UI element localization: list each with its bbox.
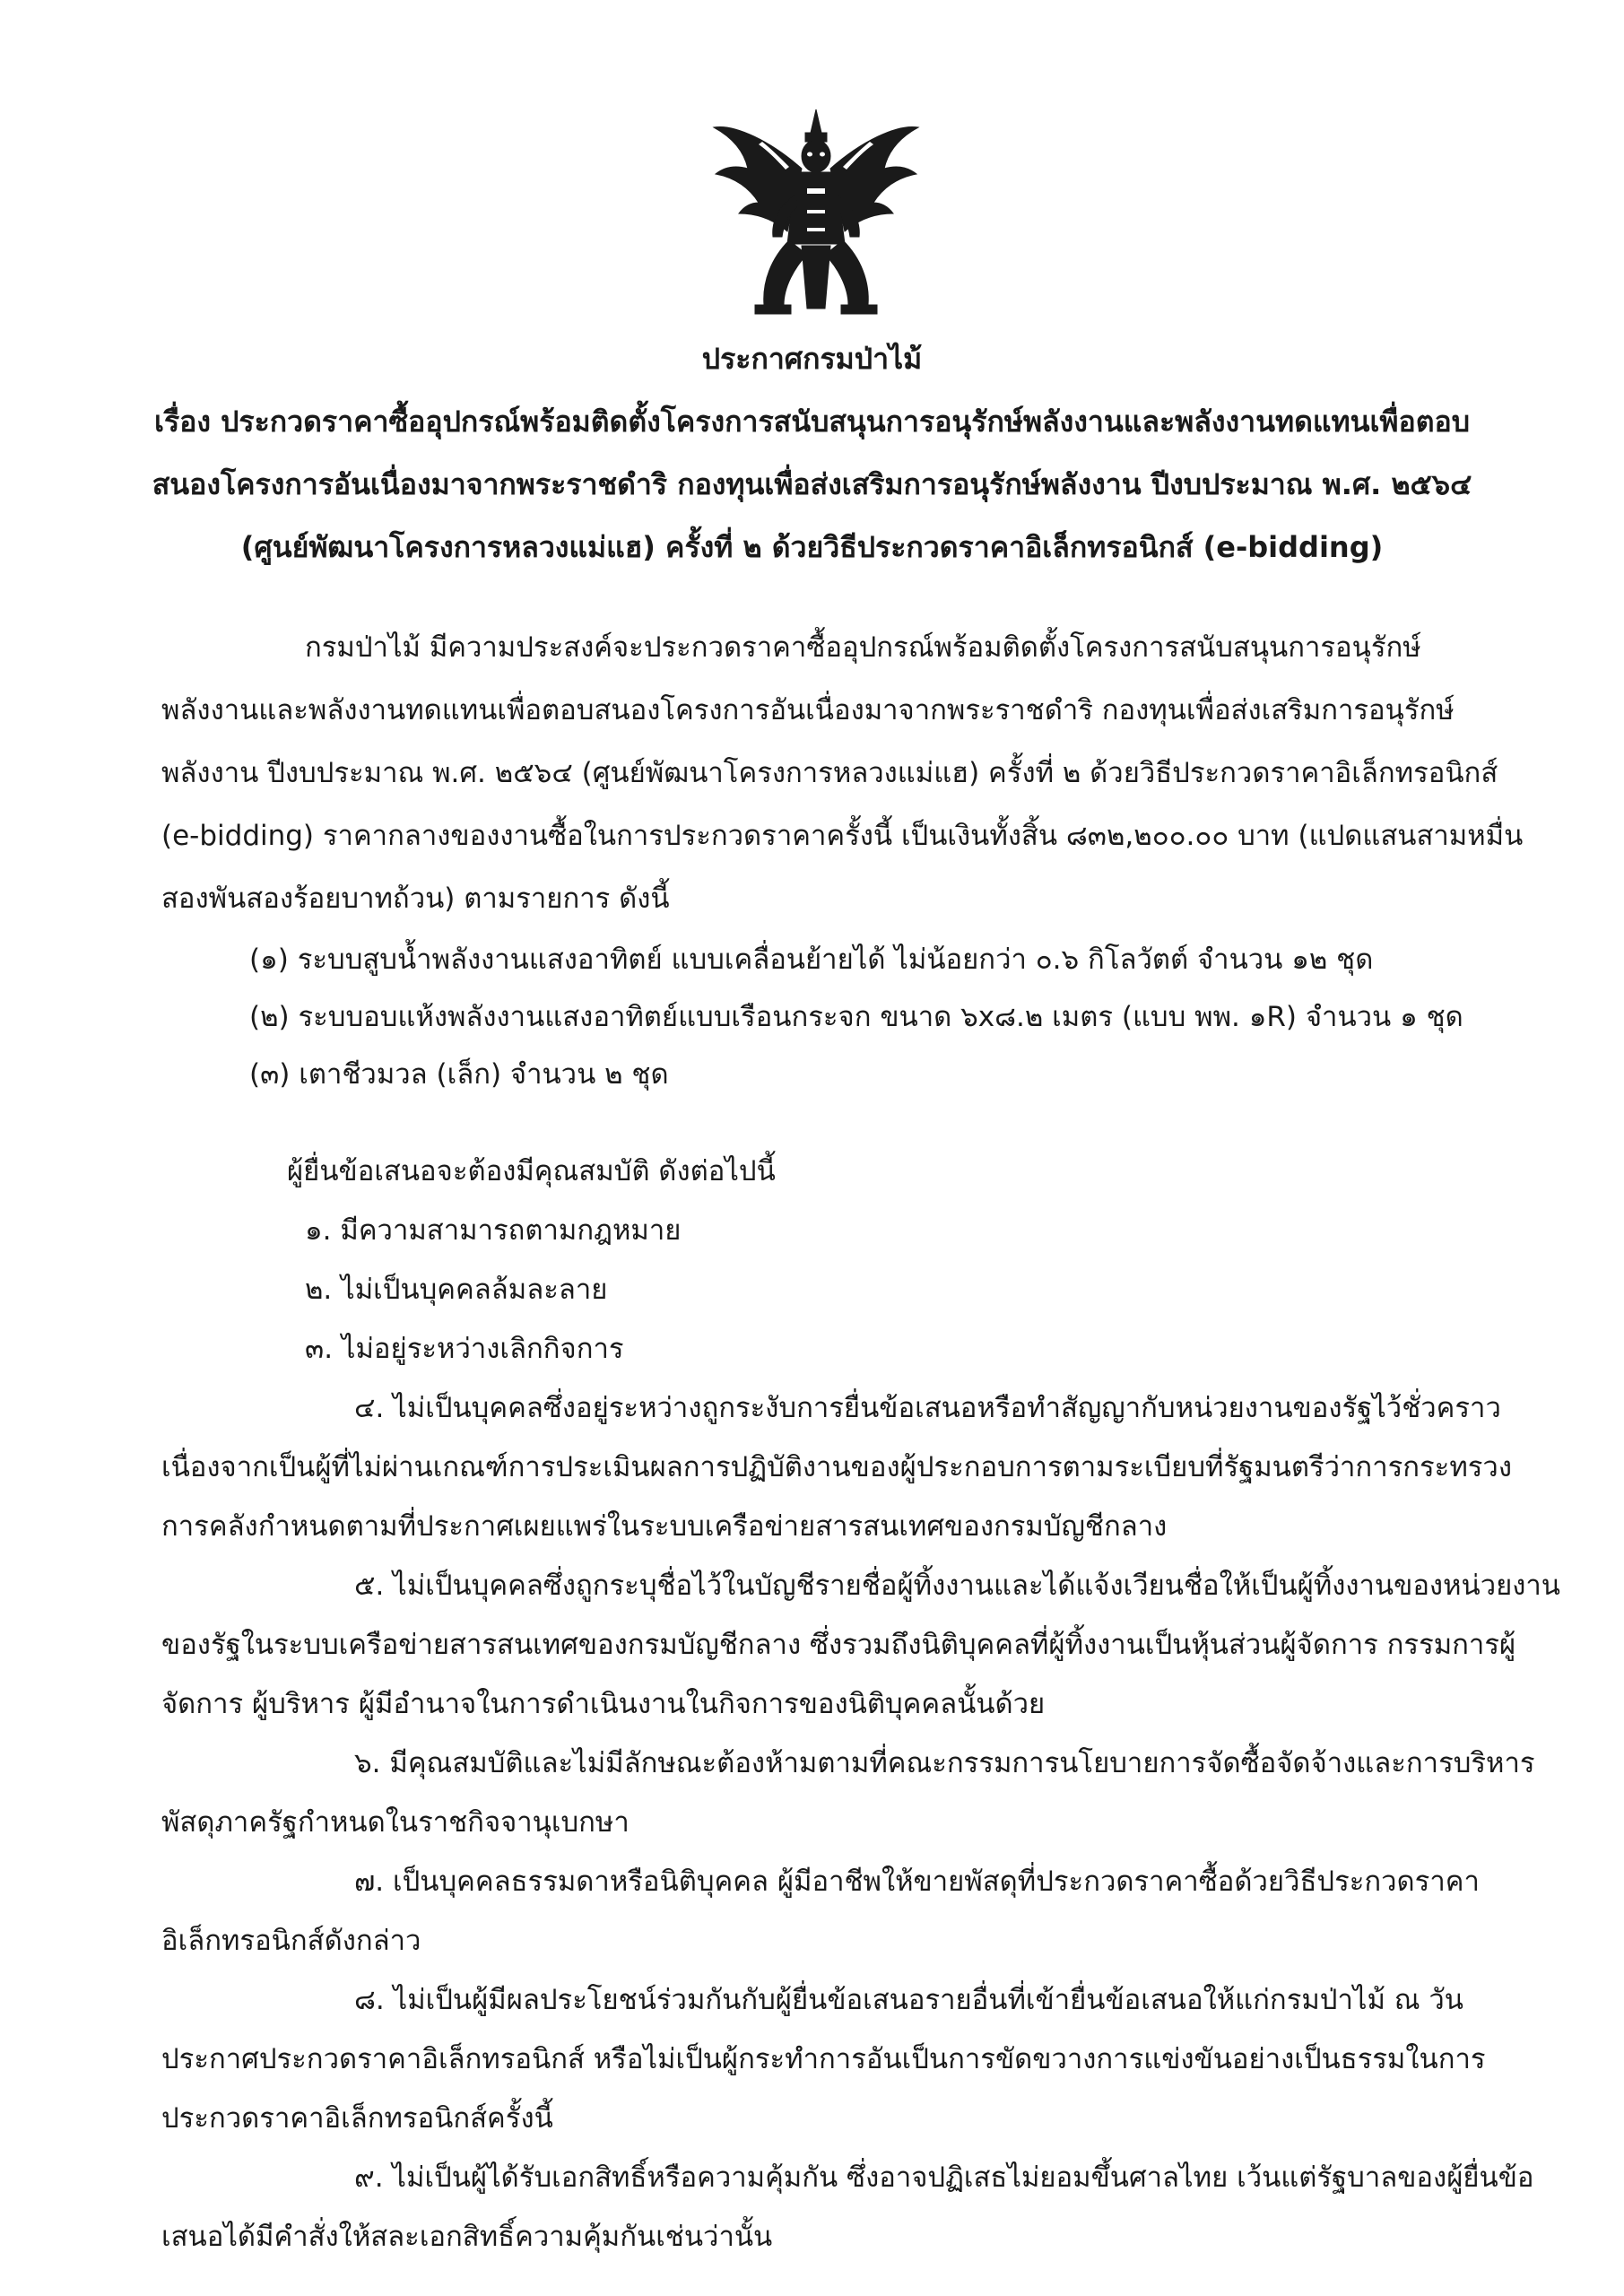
qualification-4-line-2: เนื่องจากเป็นผู้ที่ไม่ผ่านเกณฑ์การประเมินผลการปฏิบัติงานของผู้ประกอบการตามระเบียบที่รัฐมนตรีว่าการกระทรวง [161, 1451, 1512, 1483]
qualification-7-line-1: ๗. เป็นบุคคลธรรมดาหรือนิติบุคคล ผู้มีอาชีพให้ขายพัสดุที่ประกวดราคาซื้อด้วยวิธีประกวดราคา [354, 1866, 1480, 1898]
qualification-8-line-3: ประกวดราคาอิเล็กทรอนิกส์ครั้งนี้ [161, 2102, 553, 2135]
qualification-4-line-3: การคลังกำหนดตามที่ประกาศเผยแพร่ในระบบเครือข่ายสารสนเทศของกรมบัญชีกลาง [161, 1510, 1168, 1543]
qualification-3: ๓. ไม่อยู่ระหว่างเลิกกิจการ [305, 1333, 624, 1365]
intro-line-3: พลังงาน ปีงบประมาณ พ.ศ. ๒๕๖๔ (ศูนย์พัฒนาโครงการหลวงแม่แฮ) ครั้งที่ ๒ ด้วยวิธีประกวดราคาอิเล็กทรอนิกส์ [161, 757, 1498, 789]
qualification-2: ๒. ไม่เป็นบุคคลล้มละลาย [305, 1274, 608, 1306]
qualification-4-line-1: ๔. ไม่เป็นบุคคลซึ่งอยู่ระหว่างถูกระงับการยื่นข้อเสนอหรือทำสัญญากับหน่วยงานของรัฐไว้ชั่วคราว [354, 1392, 1501, 1424]
subject-line-3: (ศูนย์พัฒนาโครงการหลวงแม่แฮ) ครั้งที่ ๒ ด้วยวิธีประกวดราคาอิเล็กทรอนิกส์ (e-bidding) [240, 530, 1384, 564]
qualification-6-line-1: ๖. มีคุณสมบัติและไม่มีลักษณะต้องห้ามตามที่คณะกรรมการนโยบายการจัดซื้อจัดจ้างและการบริหาร [354, 1747, 1535, 1779]
item-2: (๒) ระบบอบแห้งพลังงานแสงอาทิตย์แบบเรือนกระจก ขนาด ๖x๘.๒ เมตร (แบบ พพ. ๑R) จำนวน ๑ ชุด [249, 1001, 1463, 1033]
garuda-emblem-icon [708, 106, 924, 330]
qualification-9-line-1: ๙. ไม่เป็นผู้ได้รับเอกสิทธิ์หรือความคุ้มกัน ซึ่งอาจปฏิเสธไม่ยอมขึ้นศาลไทย เว้นแต่รัฐบาลของผู้ยื่นข้อ [354, 2161, 1534, 2194]
subject-line-2: สนองโครงการอันเนื่องมาจากพระราชดำริ กองทุนเพื่อส่งเสริมการอนุรักษ์พลังงาน ปีงบประมาณ พ.ศ. ๒๕๖๔ [152, 467, 1472, 501]
qualification-7-line-2: อิเล็กทรอนิกส์ดังกล่าว [161, 1925, 421, 1957]
qualification-6-line-2: พัสดุภาครัฐกำหนดในราชกิจจานุเบกษา [161, 1806, 630, 1839]
intro-line-4: (e-bidding) ราคากลางของงานซื้อในการประกวดราคาครั้งนี้ เป็นเงินทั้งสิ้น ๘๓๒,๒๐๐.๐๐ บาท (แปดแสนสามหมื่น [161, 820, 1524, 852]
qualification-8-line-2: ประกาศประกวดราคาอิเล็กทรอนิกส์ หรือไม่เป็นผู้กระทำการอันเป็นการขัดขวางการแข่งขันอย่างเป็นธรรมในการ [161, 2043, 1486, 2075]
subject-line-1: เรื่อง ประกวดราคาซื้ออุปกรณ์พร้อมติดตั้งโครงการสนับสนุนการอนุรักษ์พลังงานและพลังงานทดแทนเพื่อตอบ [154, 404, 1470, 439]
qualification-1: ๑. มีความสามารถตามกฎหมาย [305, 1214, 682, 1247]
item-1: (๑) ระบบสูบน้ำพลังงานแสงอาทิตย์ แบบเคลื่อนย้ายได้ ไม่น้อยกว่า ๐.๖ กิโลวัตต์ จำนวน ๑๒ ชุด [249, 944, 1374, 976]
qualification-8-line-1: ๘. ไม่เป็นผู้มีผลประโยชน์ร่วมกันกับผู้ยื่นข้อเสนอรายอื่นที่เข้ายื่นข้อเสนอให้แก่กรมป่าไม้ ณ วัน [354, 1984, 1463, 2016]
intro-line-2: พลังงานและพลังงานทดแทนเพื่อตอบสนองโครงการอันเนื่องมาจากพระราชดำริ กองทุนเพื่อส่งเสริมการอนุรักษ์ [161, 694, 1455, 726]
intro-line-5: สองพันสองร้อยบาทถ้วน) ตามรายการ ดังนี้ [161, 883, 670, 915]
document-title: ประกาศกรมป่าไม้ [701, 342, 923, 376]
qualification-5-line-3: จัดการ ผู้บริหาร ผู้มีอำนาจในการดำเนินงานในกิจการของนิติบุคคลนั้นด้วย [161, 1688, 1046, 1720]
item-3: (๓) เตาชีวมวล (เล็ก) จำนวน ๒ ชุด [249, 1058, 669, 1091]
qualifications-intro: ผู้ยื่นข้อเสนอจะต้องมีคุณสมบัติ ดังต่อไปนี้ [287, 1155, 776, 1187]
qualification-9-line-2: เสนอได้มีคำสั่งให้สละเอกสิทธิ์ความคุ้มกันเช่นว่านั้น [161, 2221, 773, 2253]
intro-line-1: กรมป่าไม้ มีความประสงค์จะประกวดราคาซื้ออุปกรณ์พร้อมติดตั้งโครงการสนับสนุนการอนุรักษ์ [305, 631, 1421, 664]
qualification-5-line-1: ๕. ไม่เป็นบุคคลซึ่งถูกระบุชื่อไว้ในบัญชีรายชื่อผู้ทิ้งงานและได้แจ้งเวียนชื่อให้เป็นผู้ทิ้งงานของหน่วยงาน [354, 1570, 1561, 1602]
qualification-5-line-2: ของรัฐในระบบเครือข่ายสารสนเทศของกรมบัญชีกลาง ซึ่งรวมถึงนิติบุคคลที่ผู้ทิ้งงานเป็นหุ้นส่วนผู้จัดการ กรรมการผู้ [161, 1629, 1516, 1661]
